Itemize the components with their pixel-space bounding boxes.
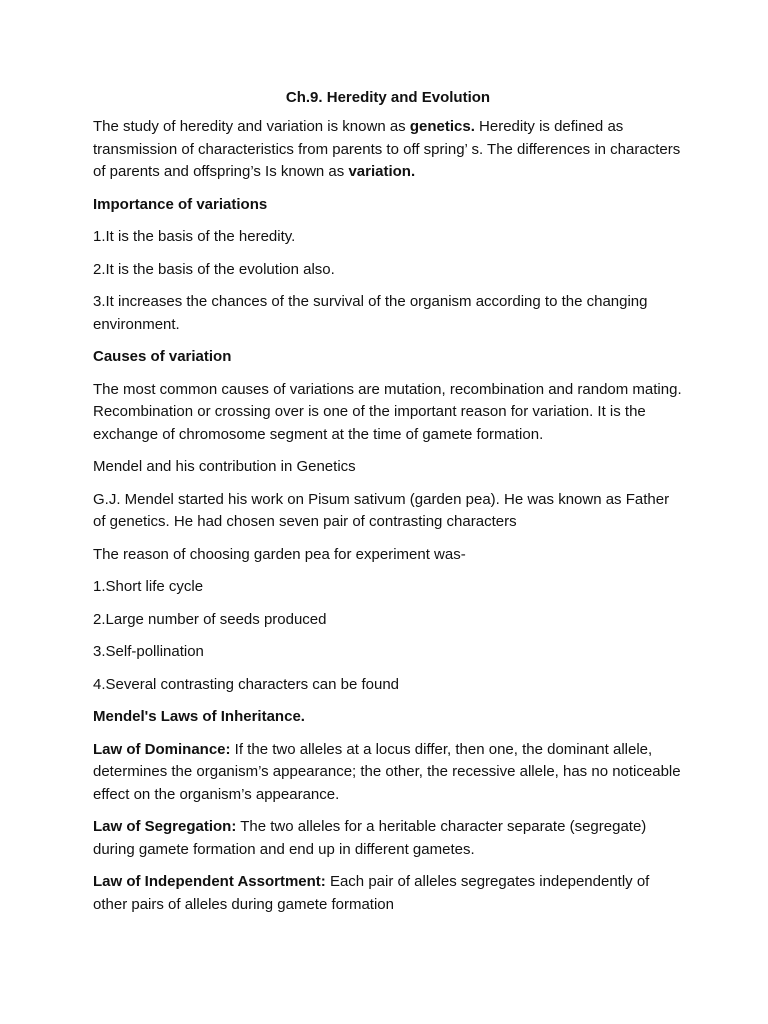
causes-paragraph: The most common causes of variations are mutation, recombination and random mating. Recombination or crossing over is one of the important reason for variation. It is the exchange of chromosome segment at the time of gamete formation. (93, 380, 682, 443)
intro-paragraph (93, 116, 683, 184)
law-segregation (93, 816, 683, 861)
intro-bold-variation: variation. (348, 163, 416, 180)
law-independent-text: Each pair of alleles segregates independently of other pairs of alleles during gamete formation (93, 873, 650, 913)
law-independent-assortment (93, 871, 683, 916)
reason-intro: The reason of choosing garden pea for experiment was- (93, 545, 466, 563)
reason-item-1: 1.Short life cycle (93, 578, 204, 595)
importance-item-3: 3.It increases the chances of the survival of the organism according to the changing environment. (93, 293, 648, 333)
reason-item-2: 2.Large number of seeds produced (93, 610, 327, 628)
document-page (93, 86, 683, 926)
causes-heading: Causes of variation (93, 348, 232, 365)
law-segregation-label: Law of Segregation: (93, 818, 237, 835)
law-independent-label: Law of Independent Assortment: (93, 873, 326, 890)
reason-item-4: 4.Several contrasting characters can be found (93, 675, 400, 693)
mendel-heading: Mendel and his contribution in Genetics (93, 458, 356, 475)
law-dominance-text: If the two alleles at a locus differ, then one, the dominant allele, determines the organism’s appearance; the other, the recessive allele, has no noticeable effect on the organism’s appearance. (93, 740, 681, 803)
chapter-title: Ch.9. Heredity and Evolution (285, 89, 491, 106)
intro-text-1: The study of heredity and variation is known as (93, 118, 410, 135)
importance-heading: Importance of variations (93, 195, 268, 213)
importance-item-1: 1.It is the basis of the heredity. (93, 228, 296, 245)
reason-item-3: 3.Self-pollination (93, 643, 204, 660)
law-dominance (93, 739, 683, 807)
law-dominance-label: Law of Dominance: (93, 740, 231, 758)
law-segregation-text: The two alleles for a heritable character separate (segregate) during gamete formation and end up in different gametes. (93, 818, 647, 858)
intro-bold-genetics: genetics. (409, 118, 475, 135)
laws-heading: Mendel's Laws of Inheritance. (93, 708, 305, 725)
importance-item-2: 2.It is the basis of the evolution also. (93, 260, 335, 278)
mendel-paragraph: G.J. Mendel started his work on Pisum sativum (garden pea). He was known as Father of genetics. He had chosen seven pair of contrasting characters (93, 490, 670, 530)
intro-text-2: Heredity is defined as transmission of characteristics from parents to off spring’ s. The differences in characters of parents and offspring’s Is known as (93, 118, 681, 180)
